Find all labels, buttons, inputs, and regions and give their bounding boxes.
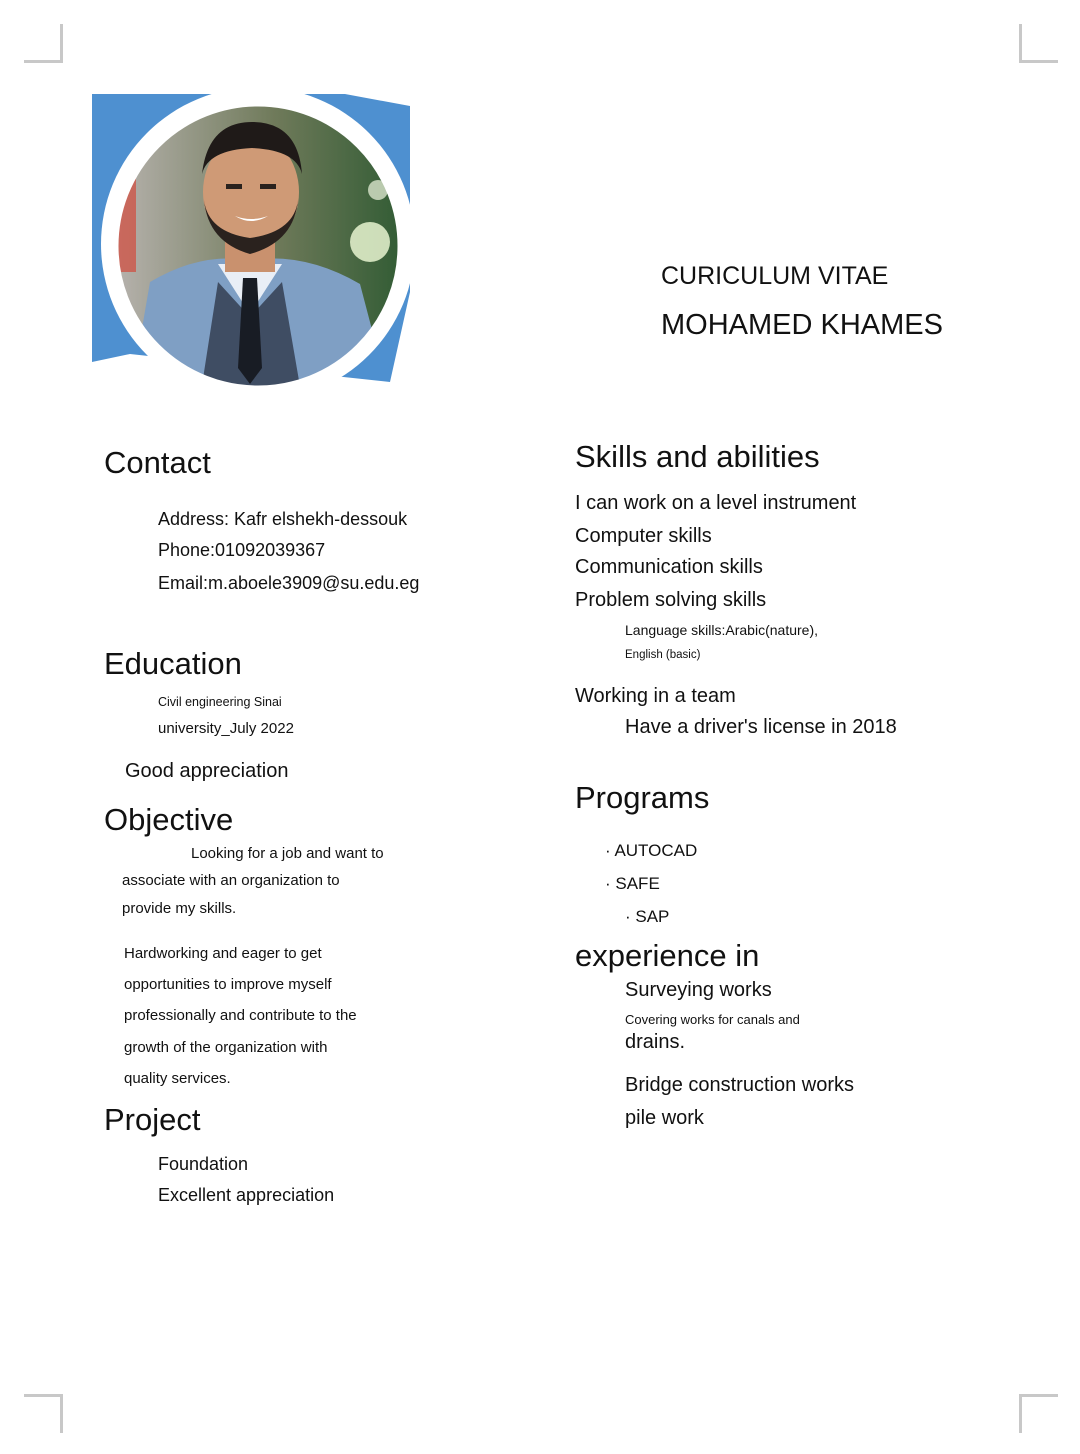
education-grade: Good appreciation bbox=[125, 760, 289, 782]
crop-mark-bottom-left bbox=[24, 1394, 63, 1433]
program-item: · SAP bbox=[625, 907, 670, 926]
education-line-2: university_July 2022 bbox=[158, 720, 294, 737]
objective-text-line: provide my skills. bbox=[122, 900, 237, 917]
experience-pile: pile work bbox=[625, 1107, 704, 1129]
skill-item: I can work on a level instrument bbox=[575, 492, 857, 514]
project-heading: Project bbox=[104, 1102, 201, 1137]
objective-text-line: opportunities to improve myself bbox=[124, 976, 332, 993]
objective-text-line: quality services. bbox=[124, 1070, 231, 1087]
education-heading: Education bbox=[104, 646, 242, 681]
contact-heading: Contact bbox=[104, 445, 211, 480]
objective-text-line: Looking for a job and want to bbox=[191, 845, 384, 862]
experience-heading: experience in bbox=[575, 938, 760, 973]
crop-mark-top-right bbox=[1019, 24, 1058, 63]
education-line-1: Civil engineering Sinai bbox=[158, 695, 282, 709]
contact-phone: Phone:01092039367 bbox=[158, 540, 326, 560]
objective-text-line: professionally and contribute to the bbox=[124, 1007, 357, 1024]
language-skills: Language skills:Arabic(nature), bbox=[625, 622, 818, 638]
objective-text-line: growth of the organization with bbox=[124, 1039, 328, 1056]
skill-item: Computer skills bbox=[575, 525, 712, 547]
language-english: English (basic) bbox=[625, 649, 701, 661]
skills-heading: Skills and abilities bbox=[575, 439, 820, 474]
skill-team: Working in a team bbox=[575, 685, 736, 707]
experience-covering: Covering works for canals and bbox=[625, 1012, 800, 1027]
skill-item: Communication skills bbox=[575, 556, 763, 578]
skill-license: Have a driver's license in 2018 bbox=[625, 716, 897, 738]
profile-photo bbox=[90, 92, 414, 398]
program-item: · SAFE bbox=[605, 874, 660, 893]
contact-email: Email:m.aboele3909@su.edu.eg bbox=[158, 573, 420, 593]
experience-bridge: Bridge construction works bbox=[625, 1074, 854, 1096]
program-item: · AUTOCAD bbox=[605, 841, 698, 860]
objective-text-line: Hardworking and eager to get bbox=[124, 945, 322, 962]
crop-mark-top-left bbox=[24, 24, 63, 63]
skill-item: Problem solving skills bbox=[575, 589, 767, 611]
objective-text-line: associate with an organization to bbox=[122, 872, 340, 889]
document-title: CURICULUM VITAE bbox=[661, 262, 889, 290]
project-name: Foundation bbox=[158, 1154, 249, 1174]
experience-drains: drains. bbox=[625, 1031, 686, 1053]
contact-address: Address: Kafr elshekh-dessouk bbox=[158, 509, 408, 529]
objective-heading: Objective bbox=[104, 802, 234, 837]
crop-mark-bottom-right bbox=[1019, 1394, 1058, 1433]
candidate-name: MOHAMED KHAMES bbox=[661, 309, 943, 341]
experience-surveying: Surveying works bbox=[625, 979, 772, 1001]
project-grade: Excellent appreciation bbox=[158, 1185, 335, 1205]
programs-heading: Programs bbox=[575, 780, 710, 815]
